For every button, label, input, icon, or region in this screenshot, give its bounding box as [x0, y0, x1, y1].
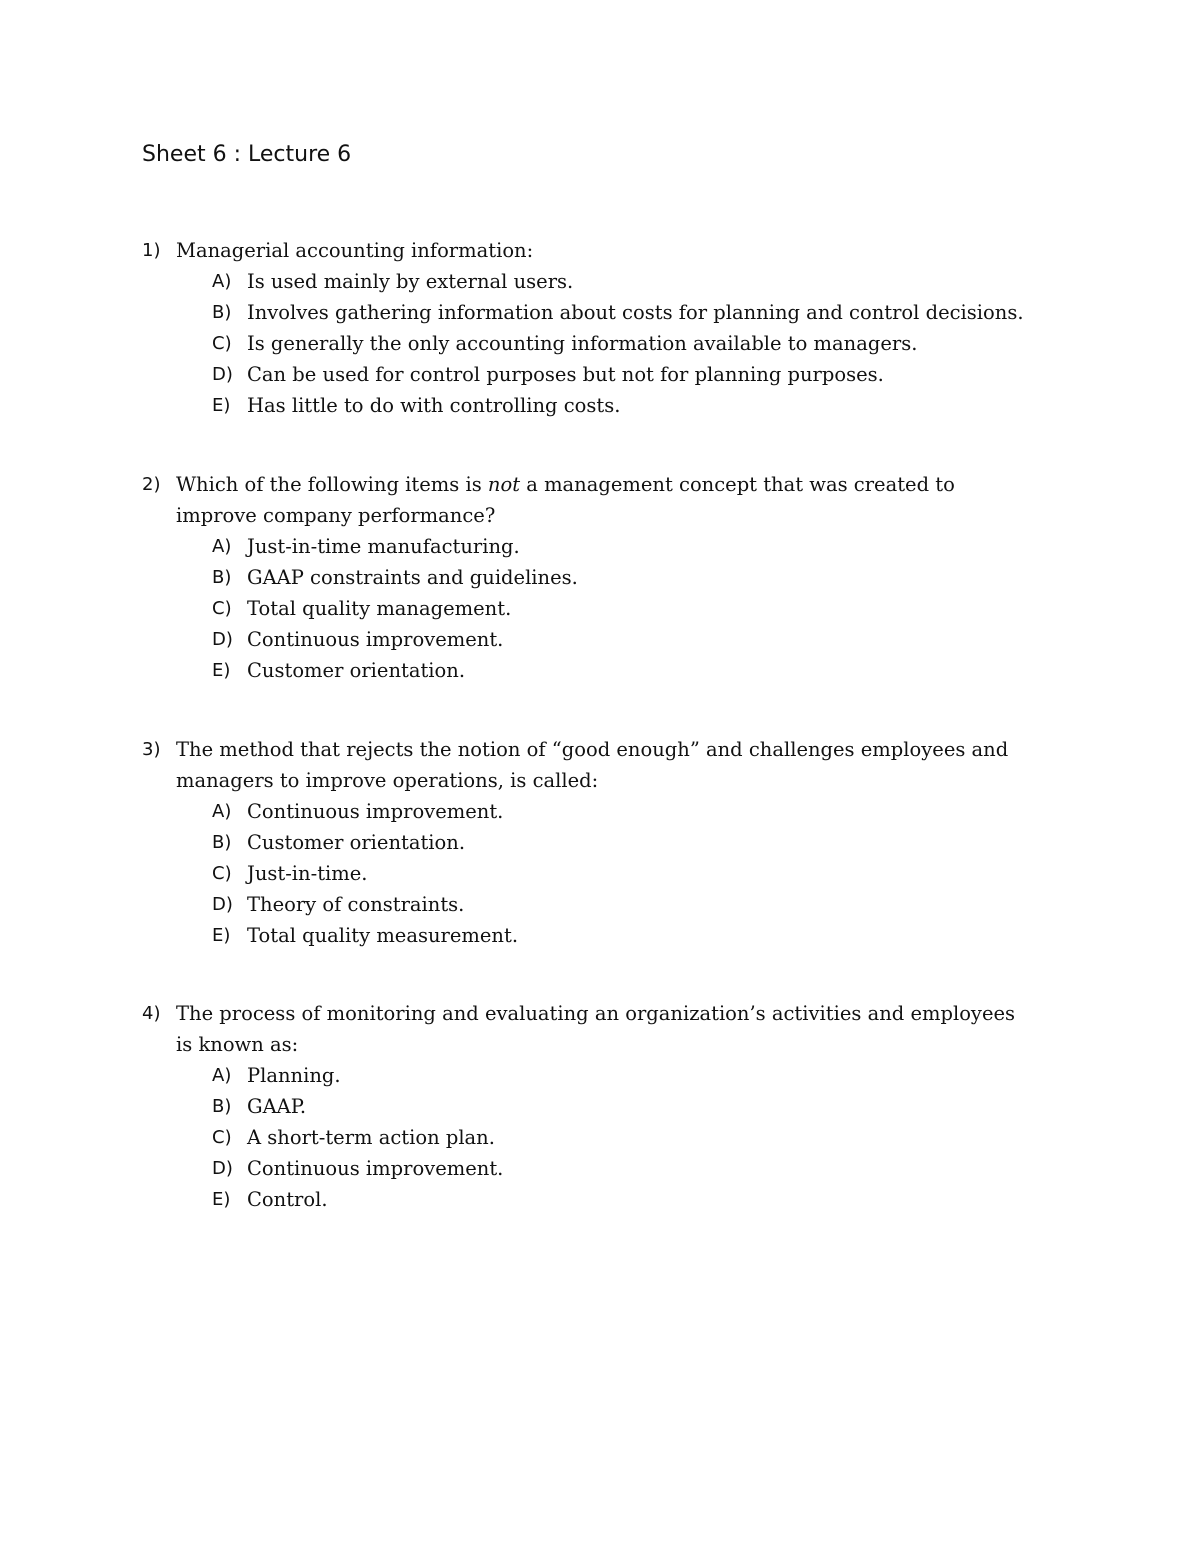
option-letter: D) — [212, 629, 233, 650]
option-letter: B) — [212, 567, 232, 588]
option-text: GAAP. — [247, 1095, 307, 1118]
answer-option — [142, 1122, 1022, 1153]
answer-options — [142, 266, 1022, 421]
option-text: Customer orientation. — [247, 659, 466, 682]
question-text: Managerial accounting information: — [176, 239, 534, 262]
option-text: Has little to do with controlling costs. — [247, 394, 621, 417]
answer-option — [142, 531, 1022, 562]
option-text: Customer orientation. — [247, 831, 466, 854]
option-letter: C) — [212, 1127, 232, 1148]
question-stem — [142, 469, 1022, 531]
question-number: 2) — [142, 474, 161, 495]
question-text: The process of monitoring and evaluating an organization’s activities and employees is known as: — [176, 1002, 1016, 1056]
question-stem — [142, 235, 1022, 266]
question-stem — [142, 998, 1022, 1060]
option-text: Is used mainly by external users. — [247, 270, 574, 293]
option-text: Can be used for control purposes but not for planning purposes. — [247, 363, 884, 386]
question-text: Which of the following items is not a management concept that was created to improve company performance? — [176, 473, 955, 527]
answer-option — [142, 266, 1022, 297]
answer-option — [142, 297, 1022, 328]
answer-option — [142, 827, 1022, 858]
question-3 — [142, 734, 1022, 951]
option-letter: D) — [212, 364, 233, 385]
question-number: 3) — [142, 739, 161, 760]
option-letter: E) — [212, 1189, 231, 1210]
option-text: Continuous improvement. — [247, 628, 504, 651]
answer-option — [142, 1060, 1022, 1091]
answer-option — [142, 1153, 1022, 1184]
question-1 — [142, 235, 1022, 421]
option-text: Involves gathering information about costs for planning and control decisions. — [247, 301, 1024, 324]
question-number: 4) — [142, 1003, 161, 1024]
option-letter: E) — [212, 660, 231, 681]
option-text: Total quality management. — [247, 597, 512, 620]
page-title: Sheet 6 : Lecture 6 — [142, 142, 352, 167]
option-text: GAAP constraints and guidelines. — [247, 566, 578, 589]
option-letter: C) — [212, 333, 232, 354]
option-letter: E) — [212, 925, 231, 946]
option-text: A short-term action plan. — [247, 1126, 495, 1149]
answer-option — [142, 858, 1022, 889]
answer-option — [142, 796, 1022, 827]
option-letter: D) — [212, 1158, 233, 1179]
option-letter: A) — [212, 536, 232, 557]
option-letter: C) — [212, 863, 232, 884]
option-letter: A) — [212, 1065, 232, 1086]
option-text: Just-in-time manufacturing. — [247, 535, 520, 558]
question-2 — [142, 469, 1022, 686]
option-letter: B) — [212, 302, 232, 323]
option-letter: B) — [212, 832, 232, 853]
option-text: Theory of constraints. — [247, 893, 465, 916]
answer-option — [142, 655, 1022, 686]
option-text: Continuous improvement. — [247, 800, 504, 823]
answer-options — [142, 796, 1022, 951]
answer-option — [142, 624, 1022, 655]
answer-option — [142, 1184, 1022, 1215]
option-text: Continuous improvement. — [247, 1157, 504, 1180]
option-letter: A) — [212, 801, 232, 822]
answer-options — [142, 1060, 1022, 1215]
option-letter: C) — [212, 598, 232, 619]
answer-options — [142, 531, 1022, 686]
answer-option — [142, 1091, 1022, 1122]
option-text: Control. — [247, 1188, 328, 1211]
question-4 — [142, 998, 1022, 1215]
option-text: Just-in-time. — [247, 862, 368, 885]
question-number: 1) — [142, 240, 161, 261]
question-stem — [142, 734, 1022, 796]
option-letter: A) — [212, 271, 232, 292]
answer-option — [142, 390, 1022, 421]
option-letter: D) — [212, 894, 233, 915]
option-text: Planning. — [247, 1064, 341, 1087]
option-letter: B) — [212, 1096, 232, 1117]
option-text: Total quality measurement. — [247, 924, 519, 947]
option-text: Is generally the only accounting information available to managers. — [247, 332, 918, 355]
answer-option — [142, 593, 1022, 624]
answer-option — [142, 889, 1022, 920]
answer-option — [142, 328, 1022, 359]
answer-option — [142, 359, 1022, 390]
option-letter: E) — [212, 395, 231, 416]
answer-option — [142, 920, 1022, 951]
question-text: The method that rejects the notion of “good enough” and challenges employees and managers to improve operations, is called: — [176, 738, 1009, 792]
answer-option — [142, 562, 1022, 593]
